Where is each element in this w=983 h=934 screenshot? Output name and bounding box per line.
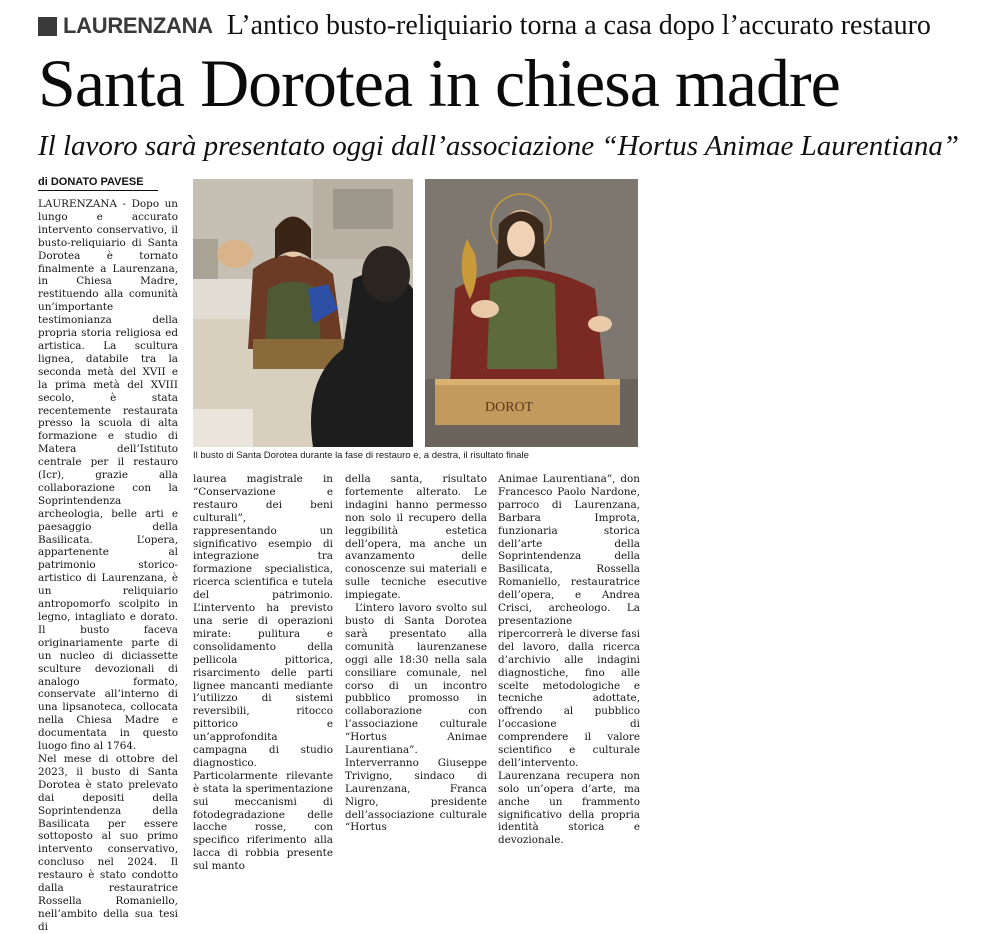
reliquary-inscription: DOROT <box>485 400 534 415</box>
kicker-line <box>38 10 931 42</box>
subheadline: Il lavoro sarà presentato oggi dall’associazione “Hortus Animae Laurentiana” <box>38 130 960 162</box>
article-column-4 <box>498 473 640 847</box>
byline: di DONATO PAVESE <box>38 176 158 191</box>
paragraph: Nel mese di ottobre del 2023, il busto di Santa Dorotea è stato prelevato dai depositi della Soprintendenza della Basilicata per essere sottoposto al suo primo intervento conservativo, concluso nel 2024. Il restauro è stato condotto dalla restauratrice Rossella Romaniello, nell’ambito della sua tesi di <box>38 752 178 933</box>
paragraph: L’intero lavoro svolto sul busto di Santa Dorotea sarà presentato alla comunità laurenzanese oggi alle 18:30 nella sala consiliare comunale, nel corso di un incontro pubblico promosso in collaborazione con l’associazione culturale “Hortus Animae Laurentiana”. Interverranno Giuseppe Trivigno, sindaco di Laurenzana, Franca Nigro, presidente dell’associazione culturale “Hortus <box>345 602 487 834</box>
restored-bust-photo <box>425 179 638 447</box>
paragraph: Animae Laurentiana”, don Francesco Paolo Nardone, parroco di Laurenzana, Barbara Improta, funzionaria storica dell’arte della Soprintendenza della Basilicata, Rossella Romaniello, restauratrice dell’opera, e Andrea Crisci, archeologo. La presentazione ripercorrerà le diverse fasi del lavoro, dalla ricerca d’archivio alle indagini diagnostiche, fino alle scelte metodologiche e tecniche adottate, offrendo al pubblico l’occasione di comprendere il valore scientifico e culturale dell’intervento. <box>498 473 640 769</box>
paragraph: LAURENZANA - Dopo un lungo e accurato intervento conservativo, il busto-reliquiario di Santa Dorotea è tornato finalmente a Laurenzana, in Chiesa Madre, restituendo alla comunità un’importante testimonianza della propria storia religiosa ed artistica. La scultura lignea, databile tra la seconda metà del XVII e la prima metà del XVIII secolo, è stata recentemente restaurata presso la scuola di alta formazione e studio di Matera dell’Istituto centrale per il restauro (Icr), grazie alla collaborazione con la Soprintendenza archeologia, belle arti e paesaggio della Basilicata. L’opera, appartenente al patrimonio storico-artistico di Laurenzana, è un reliquiario antropomorfo scolpito in legno, intagliato e dorato. Il busto faceva originariamente parte di un nucleo di diciassette sculture devozionali di analogo formato, conservate all’interno di una lipsanoteca, collocata nella Chiesa Madre e documentata in questo luogo fino al 1764. <box>38 198 178 753</box>
paragraph: Laurenzana recupera non solo un’opera d’arte, ma anche un frammento significativo della propria identità storica e devozionale. <box>498 769 640 847</box>
section-label: LAURENZANA <box>63 13 213 38</box>
section-marker <box>38 17 57 36</box>
article-column-2 <box>193 473 333 873</box>
paragraph: della santa, risultato fortemente alterato. Le indagini hanno permesso non solo il recupero della leggibilità estetica dell’opera, ma anche un avanzamento delle conoscenze sui materiali e sulle tecniche esecutive impiegate. <box>345 473 487 602</box>
kicker-text: L’antico busto-reliquiario torna a casa dopo l’accurato restauro <box>226 10 931 41</box>
paragraph: laurea magistrale in “Conservazione e restauro dei beni culturali”, rappresentando un significativo esempio di integrazione tra formazione specialistica, ricerca scientifica e tutela del patrimonio. L’intervento ha previsto una serie di operazioni mirate: pulitura e consolidamento della pellicola pittorica, risarcimento delle parti lignee mancanti mediante l’utilizzo di sistemi reversibili, ritocco pittorico e un’approfondita campagna di studio diagnostico. Particolarmente rilevante è stata la sperimentazione sui meccanismi di fotodegradazione delle lacche rosse, con specifico riferimento alla lacca di robbia presente sul manto <box>193 473 333 873</box>
restoration-photo <box>193 179 413 447</box>
article-column-1 <box>38 198 178 933</box>
photo-caption: Il busto di Santa Dorotea durante la fase di restauro e, a destra, il risultato finale <box>193 450 529 461</box>
article-column-3 <box>345 473 487 834</box>
headline: Santa Dorotea in chiesa madre <box>38 45 840 121</box>
